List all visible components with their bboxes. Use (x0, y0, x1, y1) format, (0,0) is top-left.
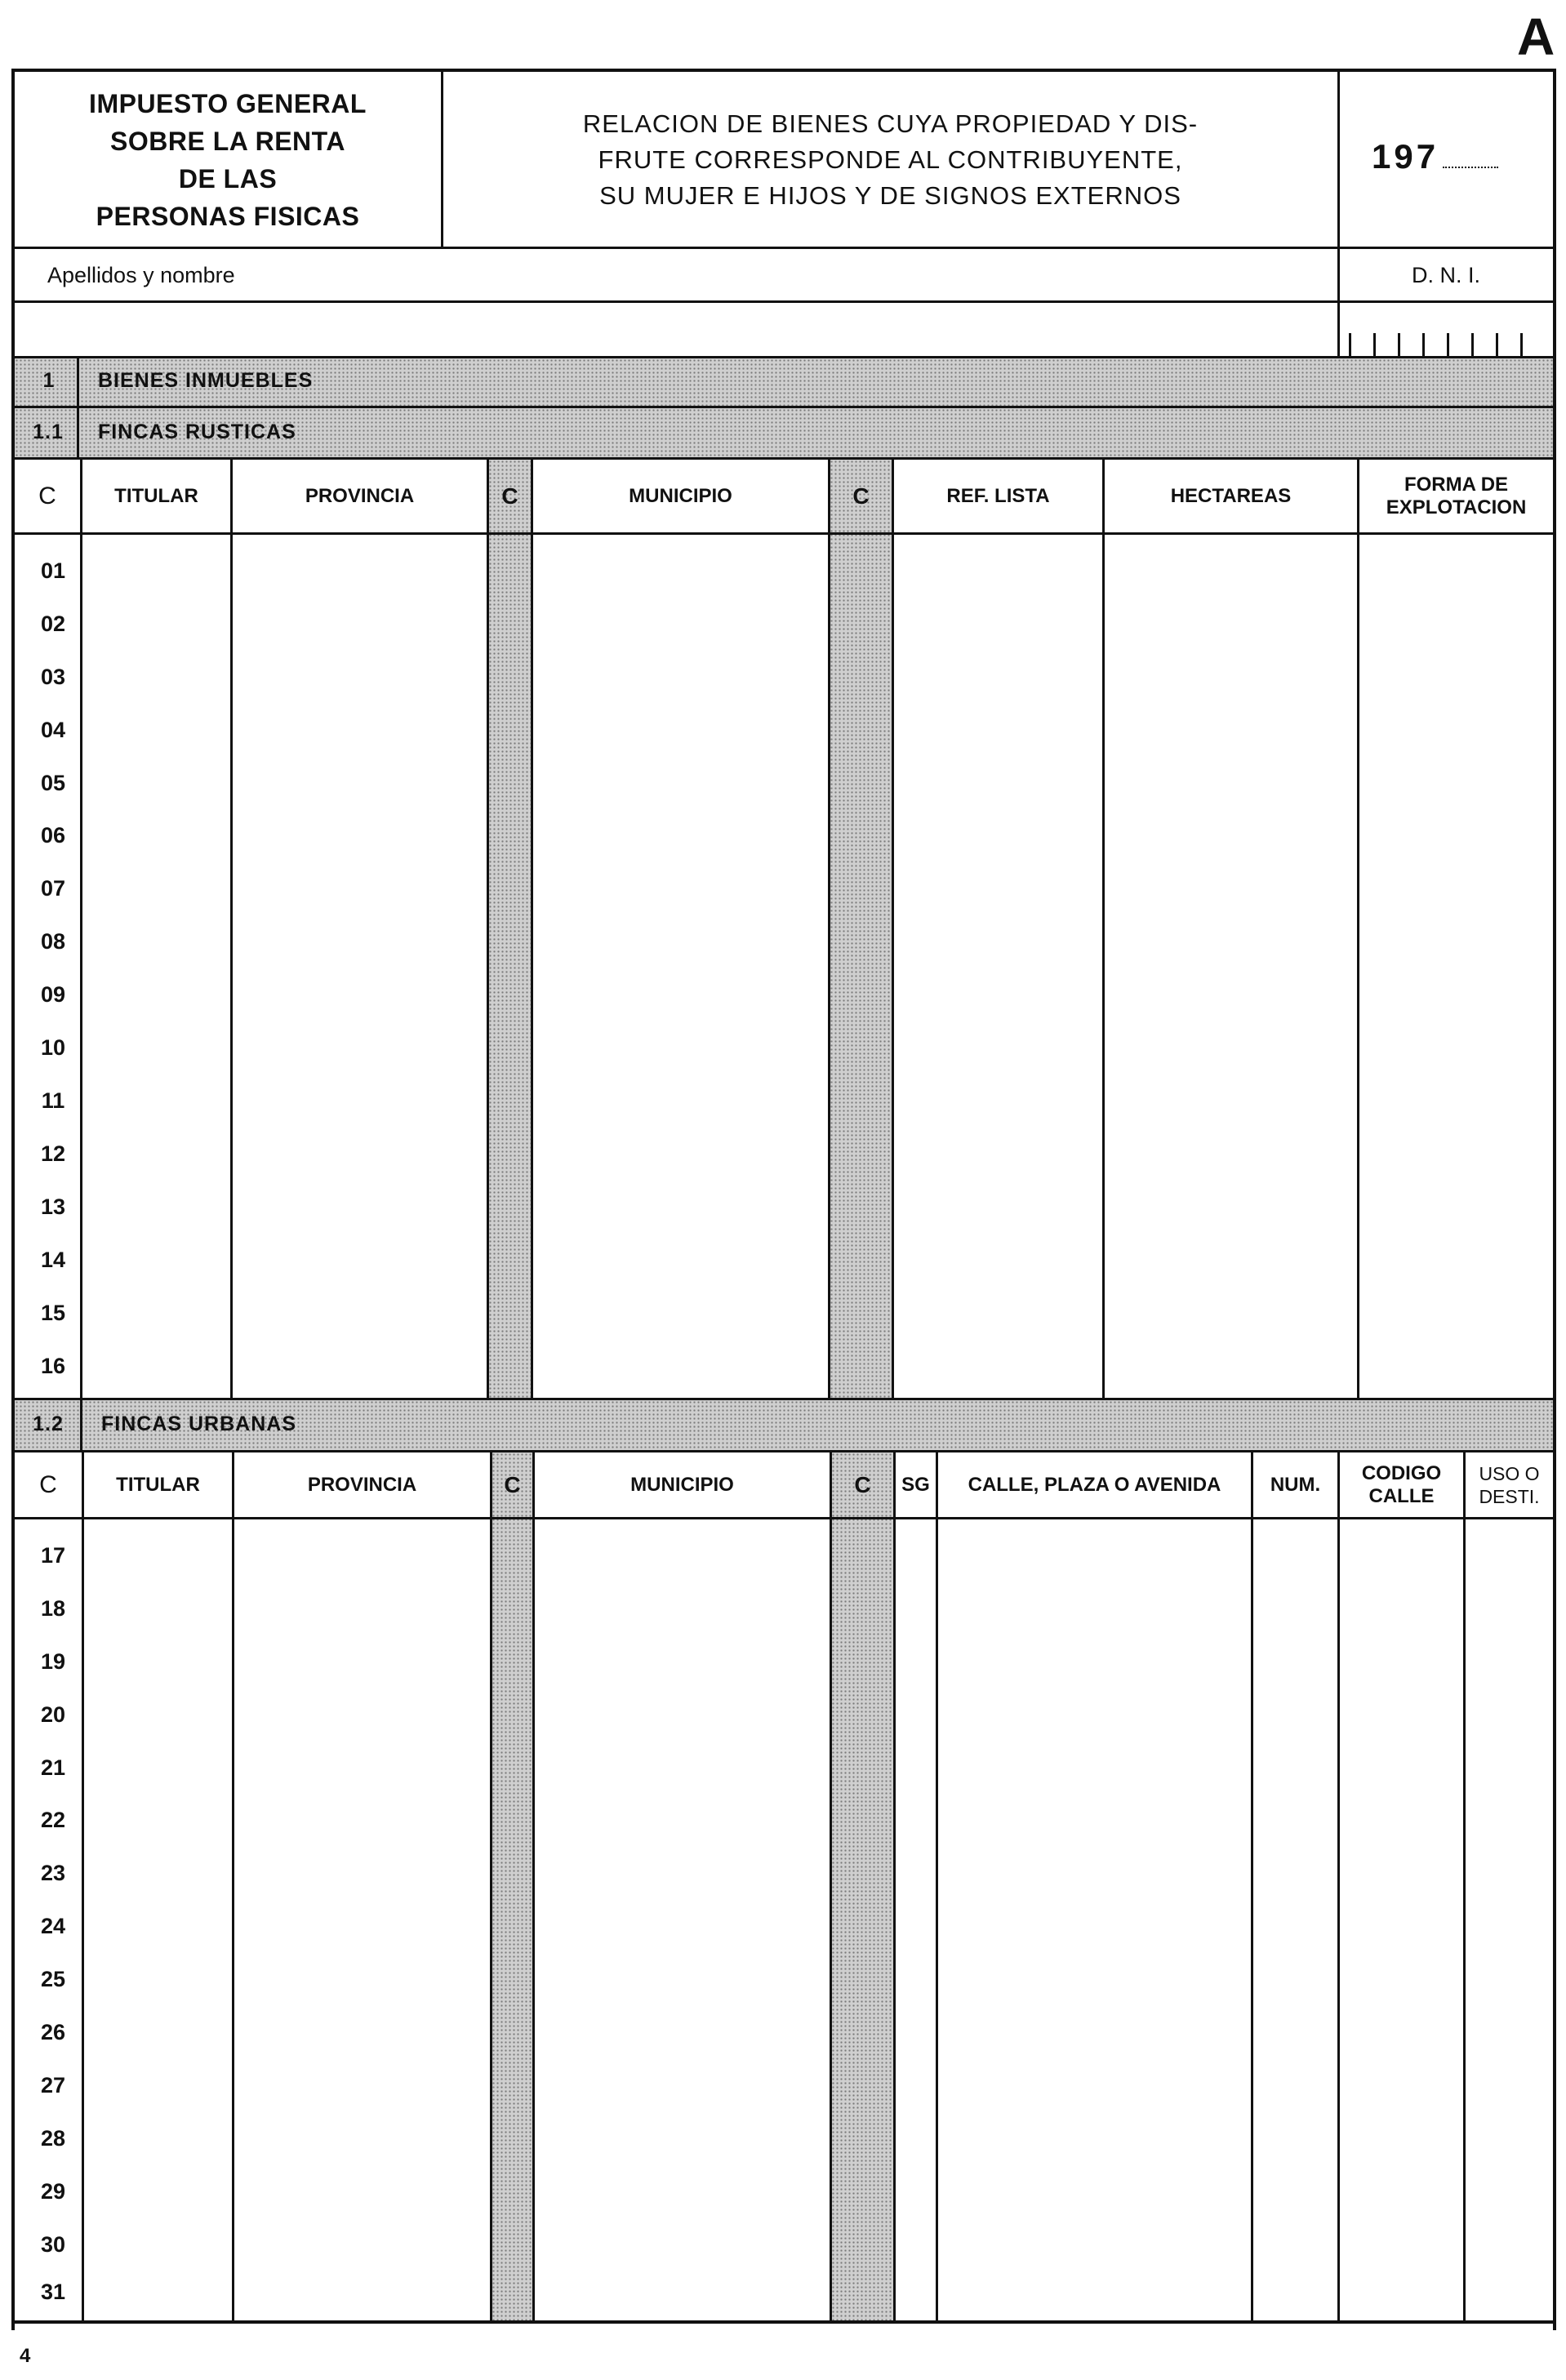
row-number: 16 (40, 1354, 66, 1378)
year-prefix: 197 (1372, 137, 1439, 176)
forma-line: EXPLOTACION (1386, 496, 1527, 518)
row-number: 08 (40, 929, 66, 954)
urbanas-col-uso (1466, 1452, 1553, 1517)
row-number: 27 (40, 2073, 66, 2098)
shaded-code-column (488, 460, 531, 1399)
row-number: 01 (40, 558, 66, 583)
year-input[interactable] (1443, 137, 1498, 168)
forma-line: FORMA DE (1404, 473, 1509, 496)
row-number: 22 (40, 1808, 66, 1832)
shaded-code-column (831, 1452, 893, 2322)
row-number: 25 (40, 1967, 66, 1991)
section-title-rusticas: FINCAS RUSTICAS (98, 420, 296, 443)
row-number: 20 (40, 1702, 66, 1727)
rusticas-col-ref-lista: REF. LISTA (946, 484, 1050, 507)
urbanas-col-c2: C (504, 1471, 521, 1497)
urbanas-col-provincia: PROVINCIA (307, 1473, 417, 1496)
page-number: 4 (20, 2345, 31, 2367)
row-number: 18 (40, 1596, 66, 1621)
tax-title-line: DE LAS (178, 164, 278, 194)
row-number: 29 (40, 2179, 66, 2204)
codigo-line: CODIGO (1361, 1461, 1442, 1484)
row-number: 11 (41, 1088, 65, 1113)
row-number: 10 (40, 1035, 66, 1060)
section-title-urbanas: FINCAS URBANAS (101, 1412, 296, 1435)
shaded-code-column (830, 460, 893, 1399)
row-number: 06 (40, 823, 66, 847)
section-title-bienes: BIENES INMUEBLES (98, 369, 314, 392)
rusticas-col-provincia: PROVINCIA (305, 484, 415, 507)
uso-line: USO O (1479, 1462, 1540, 1484)
row-number: 24 (40, 1914, 66, 1938)
codigo-line: CALLE (1368, 1484, 1435, 1507)
urbanas-col-codigo-calle (1340, 1452, 1463, 1517)
row-number: 12 (40, 1141, 66, 1166)
row-number: 26 (40, 2020, 66, 2044)
rusticas-col-municipio: MUNICIPIO (629, 484, 732, 507)
dni-tick-marks (1339, 330, 1553, 356)
row-number: 30 (40, 2232, 66, 2257)
urbanas-col-sg: SG (901, 1473, 930, 1496)
row-number: 03 (40, 665, 66, 689)
urbanas-col-titular: TITULAR (116, 1473, 200, 1496)
section-number: 1.2 (33, 1412, 64, 1435)
rusticas-col-titular: TITULAR (114, 484, 198, 507)
urbanas-col-num: NUM. (1270, 1473, 1321, 1496)
row-number: 17 (40, 1543, 66, 1568)
urbanas-col-calle: CALLE, PLAZA O AVENIDA (968, 1473, 1221, 1496)
row-number: 21 (40, 1755, 66, 1780)
tax-title-line: SOBRE LA RENTA (110, 127, 345, 156)
urbanas-col-c3: C (854, 1471, 871, 1497)
row-number: 13 (40, 1194, 66, 1219)
row-number: 04 (40, 718, 66, 742)
uso-line: DESTI. (1479, 1485, 1540, 1507)
row-number: 31 (40, 2280, 66, 2304)
rusticas-col-c: C (38, 482, 56, 509)
section-number: 1 (42, 369, 56, 392)
row-number: 07 (40, 876, 66, 901)
rusticas-col-hectareas: HECTAREAS (1170, 484, 1292, 507)
section-number: 1.1 (33, 420, 64, 443)
tax-title-line: IMPUESTO GENERAL (89, 89, 367, 118)
row-number: 15 (40, 1301, 66, 1325)
row-number: 19 (40, 1649, 66, 1674)
relation-title-line: FRUTE CORRESPONDE AL CONTRIBUYENTE, (598, 145, 1183, 174)
rusticas-col-forma (1359, 460, 1553, 532)
row-number: 05 (40, 771, 66, 795)
urbanas-col-c: C (39, 1470, 57, 1498)
tax-title-line: PERSONAS FISICAS (96, 202, 360, 231)
row-number: 14 (40, 1248, 66, 1272)
relation-title-line: RELACION DE BIENES CUYA PROPIEDAD Y DIS- (582, 109, 1199, 138)
relation-title-line: SU MUJER E HIJOS Y DE SIGNOS EXTERNOS (599, 181, 1181, 210)
urbanas-col-municipio: MUNICIPIO (630, 1473, 734, 1496)
rusticas-col-c2: C (501, 483, 518, 509)
dni-label: D. N. I. (1411, 263, 1480, 287)
name-label: Apellidos y nombre (47, 263, 235, 287)
row-number: 23 (40, 1861, 66, 1885)
name-input[interactable] (18, 305, 1332, 353)
shaded-code-column (492, 1452, 532, 2322)
corner-letter: A (1517, 7, 1555, 66)
row-number: 09 (40, 982, 66, 1007)
relation-title (443, 75, 1337, 245)
row-number: 28 (40, 2126, 66, 2151)
year-field[interactable] (1372, 137, 1543, 178)
rusticas-col-c3: C (852, 483, 870, 509)
row-number: 02 (40, 612, 66, 636)
tax-title (15, 75, 441, 245)
